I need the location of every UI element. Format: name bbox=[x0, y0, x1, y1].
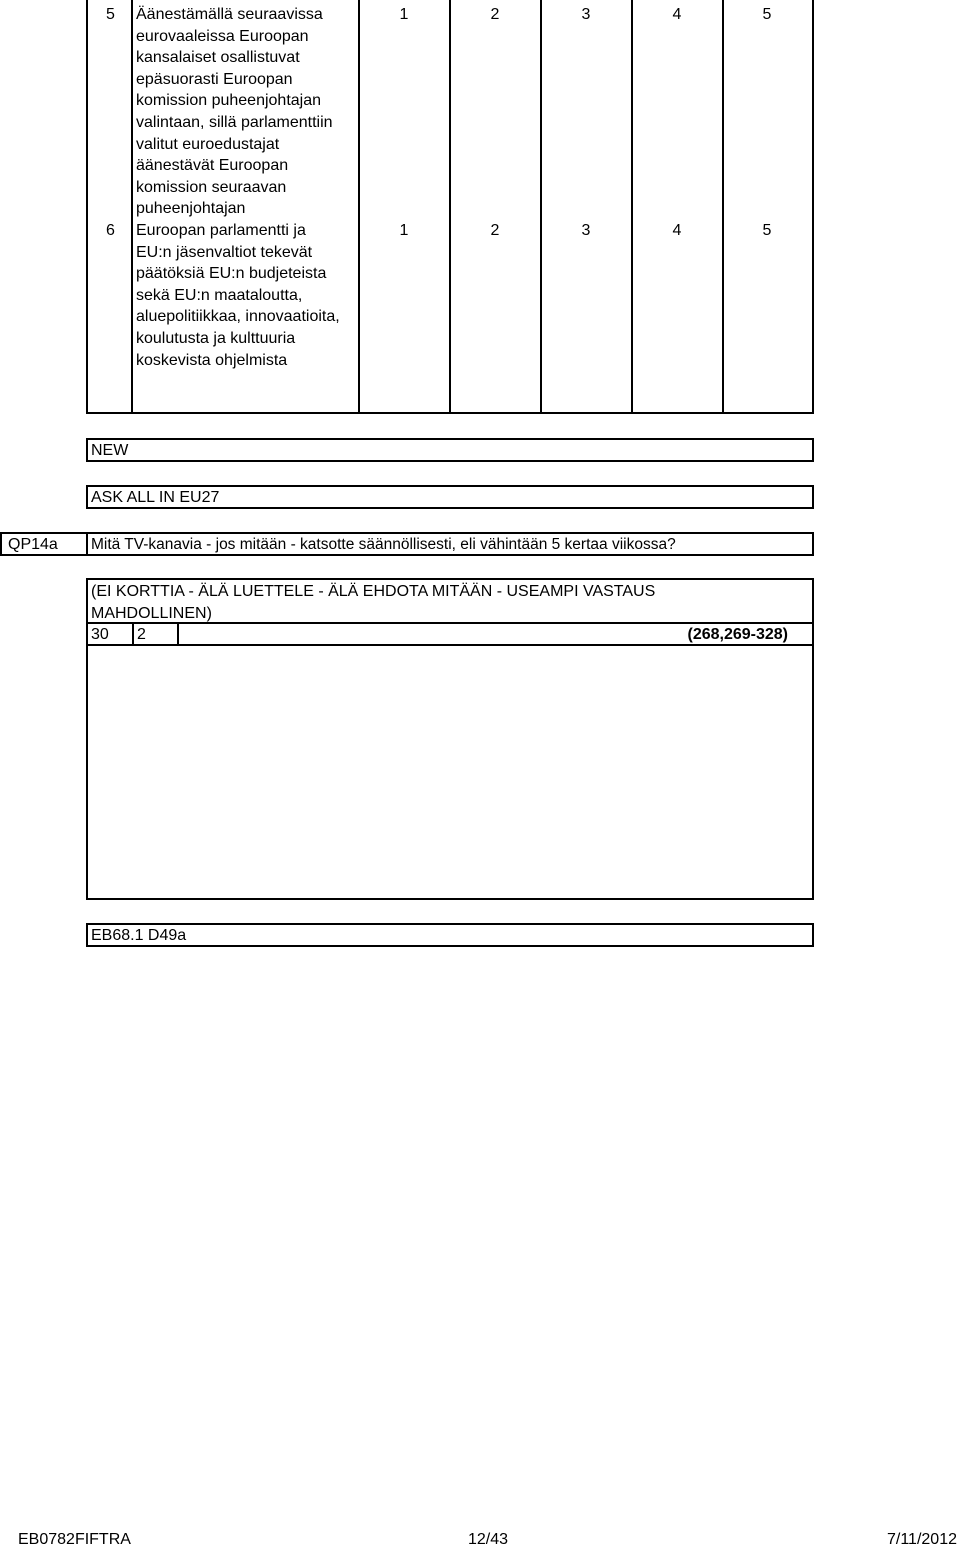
new-label-box bbox=[86, 438, 814, 462]
col-divider-scale-4 bbox=[722, 0, 724, 414]
instruction-box bbox=[86, 578, 814, 624]
ask-all-box bbox=[86, 485, 814, 509]
scale-value: 5 bbox=[762, 222, 772, 239]
statement-line: puheenjohtajan bbox=[136, 200, 246, 218]
col-divider-scale-3 bbox=[631, 0, 633, 414]
statement-line: eurovaaleissa Euroopan bbox=[136, 27, 309, 45]
scale-value: 1 bbox=[399, 6, 409, 23]
source-ref: EB68.1 D49a bbox=[91, 927, 187, 944]
coding-divider bbox=[177, 624, 179, 644]
statement-line: valitut euroedustajat bbox=[136, 135, 280, 153]
question-text: Mitä TV-kanavia - jos mitään - katsotte säännöllisesti, eli vähintään 5 kertaa viikossa? bbox=[91, 536, 676, 553]
table-left-border bbox=[86, 0, 88, 414]
coding-row bbox=[86, 622, 814, 646]
statement-number: 6 bbox=[106, 222, 115, 239]
statement-line: Äänestämällä seuraavissa bbox=[136, 6, 323, 23]
scale-value: 2 bbox=[490, 6, 500, 23]
statement-number: 5 bbox=[106, 6, 115, 23]
coding-column: 30 bbox=[91, 626, 109, 643]
statement-line: EU:n jäsenvaltiot tekevät bbox=[136, 243, 313, 261]
footer-page-number: 12/43 bbox=[468, 1531, 509, 1548]
scale-value: 3 bbox=[581, 222, 591, 239]
statement-line: valintaan, sillä parlamenttiin bbox=[136, 114, 333, 131]
ask-all-label: ASK ALL IN EU27 bbox=[91, 489, 220, 506]
table-right-border bbox=[812, 0, 814, 414]
footer-doc-id: EB0782FIFTRA bbox=[18, 1531, 131, 1548]
col-divider-number bbox=[131, 0, 133, 414]
statement-line: komission puheenjohtajan bbox=[136, 92, 322, 110]
coding-range: (268,269-328) bbox=[687, 626, 788, 643]
col-divider-text bbox=[358, 0, 360, 414]
statement-line: komission seuraavan bbox=[136, 178, 287, 196]
instruction-line: MAHDOLLINEN) bbox=[91, 604, 212, 622]
statement-line: aluepolitiikkaa, innovaatioita, bbox=[136, 308, 340, 326]
footer-date: 7/11/2012 bbox=[887, 1531, 957, 1548]
statement-line: päätöksiä EU:n budjeteista bbox=[136, 265, 327, 283]
coding-width: 2 bbox=[137, 626, 146, 643]
col-divider-scale-2 bbox=[540, 0, 542, 414]
statement-line: koulutusta ja kulttuuria bbox=[136, 330, 296, 347]
question-code-box bbox=[0, 532, 88, 556]
source-ref-box bbox=[86, 923, 814, 947]
instruction-line: (EI KORTTIA - ÄLÄ LUETTELE - ÄLÄ EHDOTA MITÄÄN - USEAMPI VASTAUS bbox=[91, 583, 656, 600]
scale-value: 4 bbox=[672, 222, 682, 239]
scale-value: 2 bbox=[490, 222, 500, 239]
scale-value: 4 bbox=[672, 6, 682, 23]
coding-divider bbox=[132, 624, 134, 644]
question-code: QP14a bbox=[8, 536, 58, 553]
col-divider-scale-1 bbox=[449, 0, 451, 414]
statement-line: epäsuorasti Euroopan bbox=[136, 70, 293, 88]
statement-line: kansalaiset osallistuvat bbox=[136, 49, 300, 67]
scale-value: 1 bbox=[399, 222, 409, 239]
answer-area bbox=[86, 644, 814, 900]
scale-value: 5 bbox=[762, 6, 772, 23]
statement-line: koskevista ohjelmista bbox=[136, 351, 288, 369]
statement-line: äänestävät Euroopan bbox=[136, 157, 289, 175]
scale-value: 3 bbox=[581, 6, 591, 23]
question-text-box bbox=[86, 532, 814, 556]
statement-line: sekä EU:n maataloutta, bbox=[136, 286, 303, 304]
new-label: NEW bbox=[91, 442, 129, 459]
statement-line: Euroopan parlamentti ja bbox=[136, 222, 306, 239]
